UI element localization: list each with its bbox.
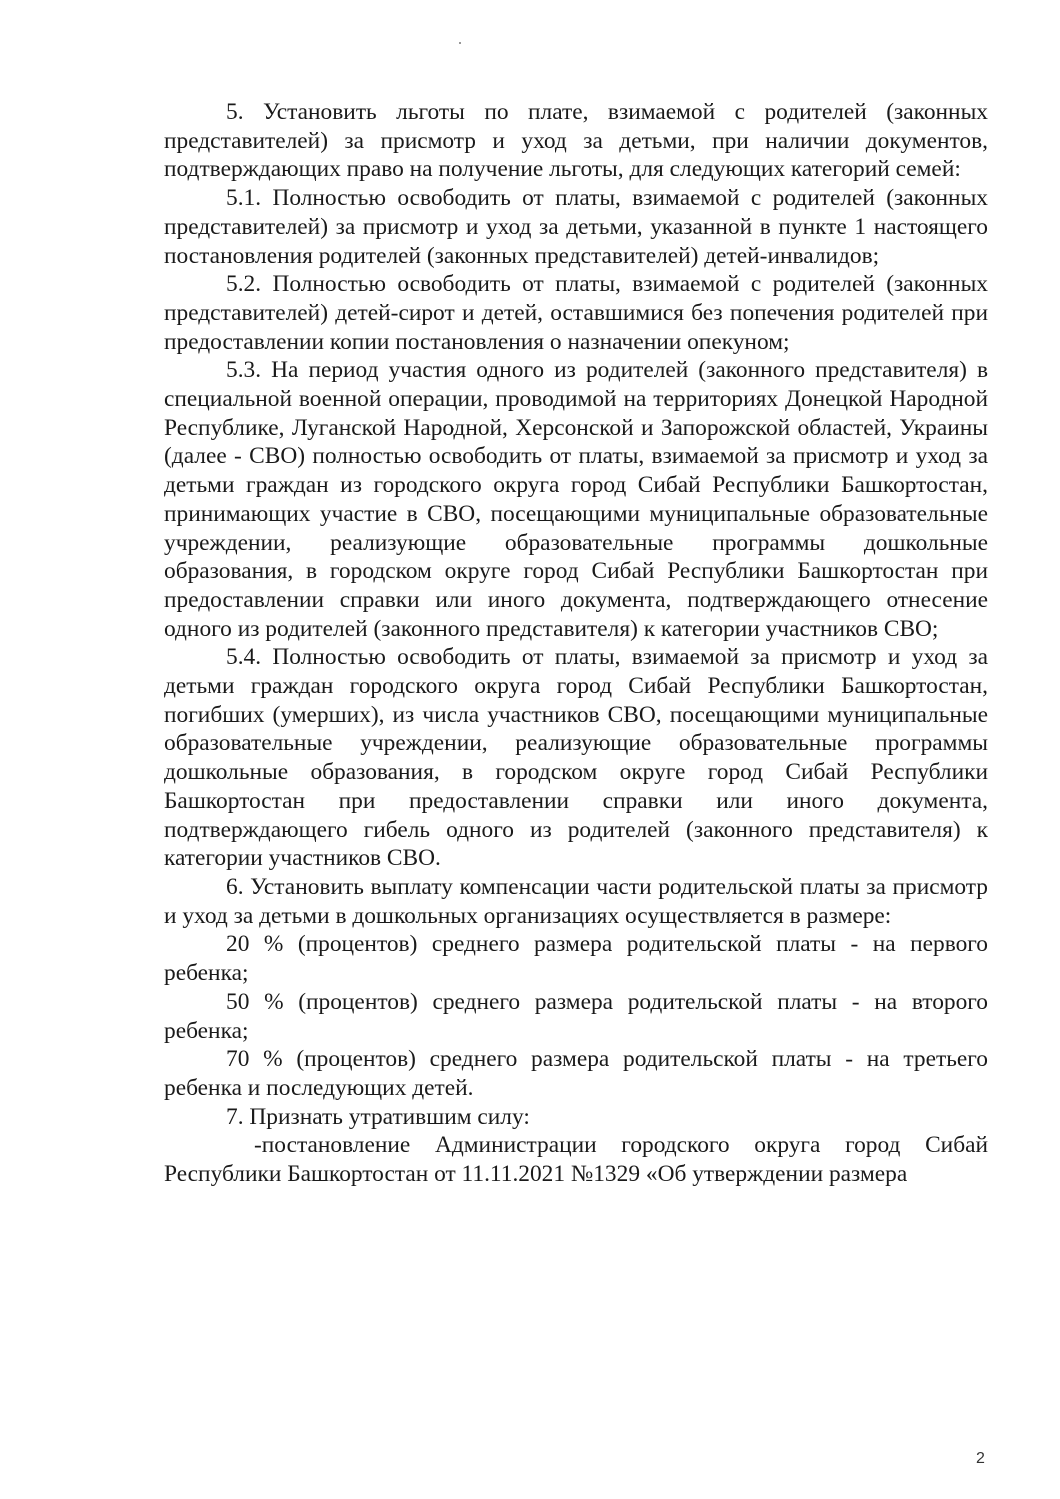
paragraph-5-1: 5.1. Полностью освободить от платы, взимаемой с родителей (законных представителей) за присмотр и уход за детьми, указанной в пункте 1 настоящего постановления родителей (законных представителей) детей-инвалидов; — [164, 185, 988, 269]
scan-speck — [459, 42, 461, 44]
paragraph-6-third-child: 70 % (процентов) среднего размера родительской платы - на третьего ребенка и последующих детей. — [164, 1046, 988, 1101]
paragraph-7-item: -постановление Администрации городского округа город Сибай Республики Башкортостан от 11.11.2021 №1329 «Об утверждении размера — [164, 1132, 988, 1188]
paragraph-5: 5. Установить льготы по плате, взимаемой с родителей (законных представителей) за присмотр и уход за детьми, при наличии документов, подтверждающих право на получение льготы, для следующих категорий семей: — [164, 99, 988, 183]
paragraph-7: 7. Признать утратившим силу: — [226, 1103, 530, 1130]
page-number: 2 — [976, 1450, 985, 1467]
paragraph-6: 6. Установить выплату компенсации части родительской платы за присмотр и уход за детьми в дошкольных организациях осуществляется в размере: — [164, 873, 988, 929]
paragraph-5-3: 5.3. На период участия одного из родителей (законного представителя) в специальной военной операции, проводимой на территориях Донецкой Народной Республике, Луганской Народной, Херсонской и Запорожской областей, Украины (далее - СВО) полностью освободить от платы, взимаемой за присмотр и уход за детьми граждан из городского округа город Сибай Республики Башкортостан, принимающих участие в СВО, посещающими муниципальные образовательные учреждении, реализующие образовательные программы дошкольные образования, в городском округе город Сибай Республики Башкортостан при предоставлении справки или иного документа, подтверждающего отнесение одного из родителей (законного представителя) к категории участников СВО; — [164, 357, 988, 642]
paragraph-6-first-child: 20 % (процентов) среднего размера родительской платы - на первого ребенка; — [164, 931, 988, 987]
paragraph-5-2: 5.2. Полностью освободить от платы, взимаемой с родителей (законных представителей) детей-сирот и детей, оставшимися без попечения родителей при предоставлении копии постановления о назначении опекуном; — [164, 271, 988, 355]
paragraph-5-4: 5.4. Полностью освободить от платы, взимаемой за присмотр и уход за детьми граждан городского округа город Сибай Республики Башкортостан, погибших (умерших), из числа участников СВО, посещающими муниципальные образовательные учреждении, реализующие образовательные программы дошкольные образования, в городском округе город Сибай Республики Башкортостан при предоставлении справки или иного документа, подтверждающего гибель одного из родителей (законного представителя) к категории участников СВО. — [164, 644, 988, 872]
paragraph-6-second-child: 50 % (процентов) среднего размера родительской платы - на второго ребенка; — [164, 988, 988, 1044]
document-body — [164, 98, 988, 1189]
